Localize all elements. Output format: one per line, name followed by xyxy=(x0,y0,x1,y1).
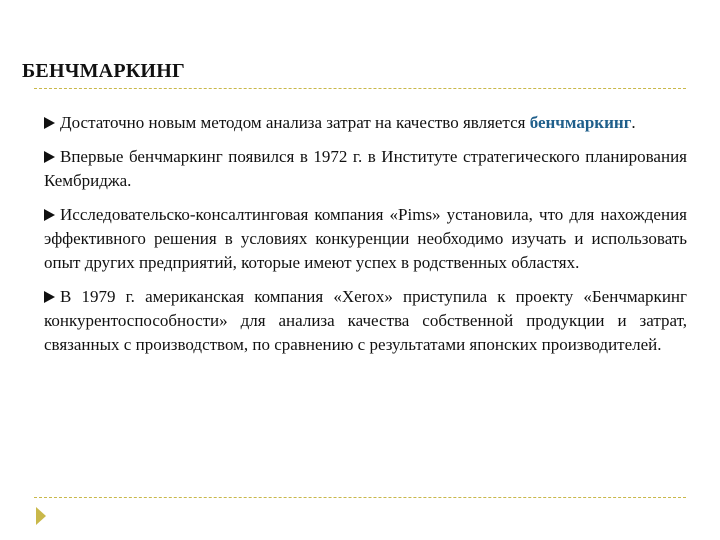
bullet-4-text: В 1979 г. американская компания «Xerox» приступила к проекту «Бенчмаркинг конкурентоспособности» для анализа качества собственной продукции и затрат, связанных с производством, по сравнению с результатами японских производителей. xyxy=(44,287,687,354)
bullet-list xyxy=(44,111,687,367)
arrow-bullet-icon xyxy=(44,117,55,129)
corner-triangle-icon xyxy=(36,507,46,525)
arrow-bullet-icon xyxy=(44,291,55,303)
slide-title: БЕНЧМАРКИНГ xyxy=(22,60,185,82)
bullet-3-text: Исследовательско-консалтинговая компания «Pims» установила, что для нахождения эффективного решения в условиях конкуренции необходимо изучать и использовать опыт других предприятий, которые имеют успех в родственных областях. xyxy=(44,205,687,272)
arrow-bullet-icon xyxy=(44,209,55,221)
arrow-bullet-icon xyxy=(44,151,55,163)
top-divider xyxy=(34,88,686,89)
bullet-2-text: Впервые бенчмаркинг появился в 1972 г. в Институте стратегического планирования Кембриджа. xyxy=(44,147,687,190)
bullet-1-highlight: бенчмаркинг xyxy=(529,113,632,132)
bullet-1-text-end: . xyxy=(631,113,636,132)
bullet-1-text: Достаточно новым методом анализа затрат на качество является xyxy=(60,113,530,132)
bullet-item-2 xyxy=(44,145,687,193)
bullet-item-3 xyxy=(44,203,687,275)
bottom-divider xyxy=(34,497,686,498)
bullet-item-4 xyxy=(44,285,687,357)
bullet-item-1 xyxy=(44,111,687,135)
